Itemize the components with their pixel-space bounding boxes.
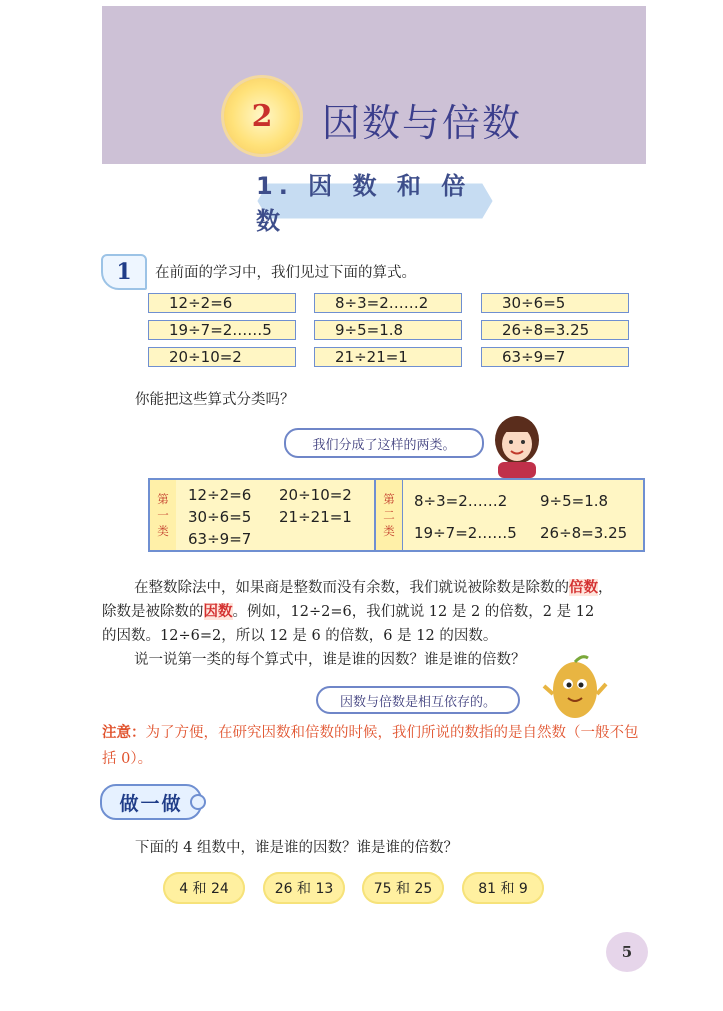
example-badge [101,254,147,290]
formula-box: 26÷8=3.25 [481,320,629,340]
note-label: 注意： [102,724,146,741]
number-pair: 4 和 24 [163,872,245,904]
chapter-number-badge [224,78,300,154]
page-number: 5 [606,932,648,972]
number-pair: 26 和 13 [263,872,345,904]
example-number: 1 [116,259,132,285]
section-title-badge [256,172,494,235]
class-one-formula: 20÷10=2 [279,486,352,504]
chapter-title: 因数与倍数 [322,101,523,145]
class-one-label: 第 一 类 [150,480,176,550]
term-multiple: 倍数 [569,579,598,596]
definition-paragraph: 在整数除法中，如果商是整数而没有余数，我们就说被除数是除数的倍数， 除数是被除数的因数。例如，12÷2=6，我们就说 12 是 2 的倍数，2 是 12 的因数。12÷6=2，所以 12 是 6 的倍数，6 是 12 的因数。 说一说第一类的每个算式中，谁是谁的因数？谁是谁的倍数？ [102,579,613,668]
class-two-label-divider [402,480,403,550]
practice-label-badge [100,784,202,820]
potato-bubble-text: 因数与倍数是相互依存的。 [339,694,496,710]
girl-illustration-icon [486,414,548,478]
class-two-formula: 26÷8=3.25 [540,524,628,542]
practice-question: 下面的 4 组数中，谁是谁的因数？谁是谁的倍数？ [135,840,458,856]
potato-speech-bubble [316,686,520,714]
practice-badge-dot [190,794,206,810]
number-pair: 81 和 9 [462,872,544,904]
formula-box: 21÷21=1 [314,347,462,367]
practice-label: 做一做 [119,792,183,815]
girl-bubble-text: 我们分成了这样的两类。 [312,437,456,453]
class-two-formula: 9÷5=1.8 [540,492,609,510]
formula-box: 30÷6=5 [481,293,629,313]
class-two-formula: 19÷7=2……5 [414,524,517,542]
class-two-label: 第 二 类 [376,480,402,550]
class-one-formula: 12÷2=6 [188,486,252,504]
potato-mascot-icon [540,650,610,724]
formula-box: 63÷9=7 [481,347,629,367]
chapter-number: 2 [251,98,273,134]
formula-box: 20÷10=2 [148,347,296,367]
term-factor: 因数 [203,603,233,620]
classification-table [148,478,645,552]
number-pair: 75 和 25 [362,872,444,904]
example-intro: 在前面的学习中，我们见过下面的算式。 [155,265,416,281]
formula-box: 12÷2=6 [148,293,296,313]
note-text: 为了方便，在研究因数和倍数的时候，我们所说的数指的是自然数（一般不包括 0）。 [102,725,639,767]
formula-box: 8÷3=2……2 [314,293,462,313]
formula-box: 19÷7=2……5 [148,320,296,340]
class-two-formula: 8÷3=2……2 [414,492,508,510]
girl-speech-bubble [284,428,484,458]
classify-question: 你能把这些算式分类吗？ [135,392,295,408]
class-one-formula: 21÷21=1 [279,508,352,526]
section-title: 1. 因 数 和 倍 数 [256,172,472,235]
class-one-formula: 63÷9=7 [188,530,252,548]
class-one-formula: 30÷6=5 [188,508,252,526]
note-paragraph [102,720,650,772]
formula-box: 9÷5=1.8 [314,320,462,340]
